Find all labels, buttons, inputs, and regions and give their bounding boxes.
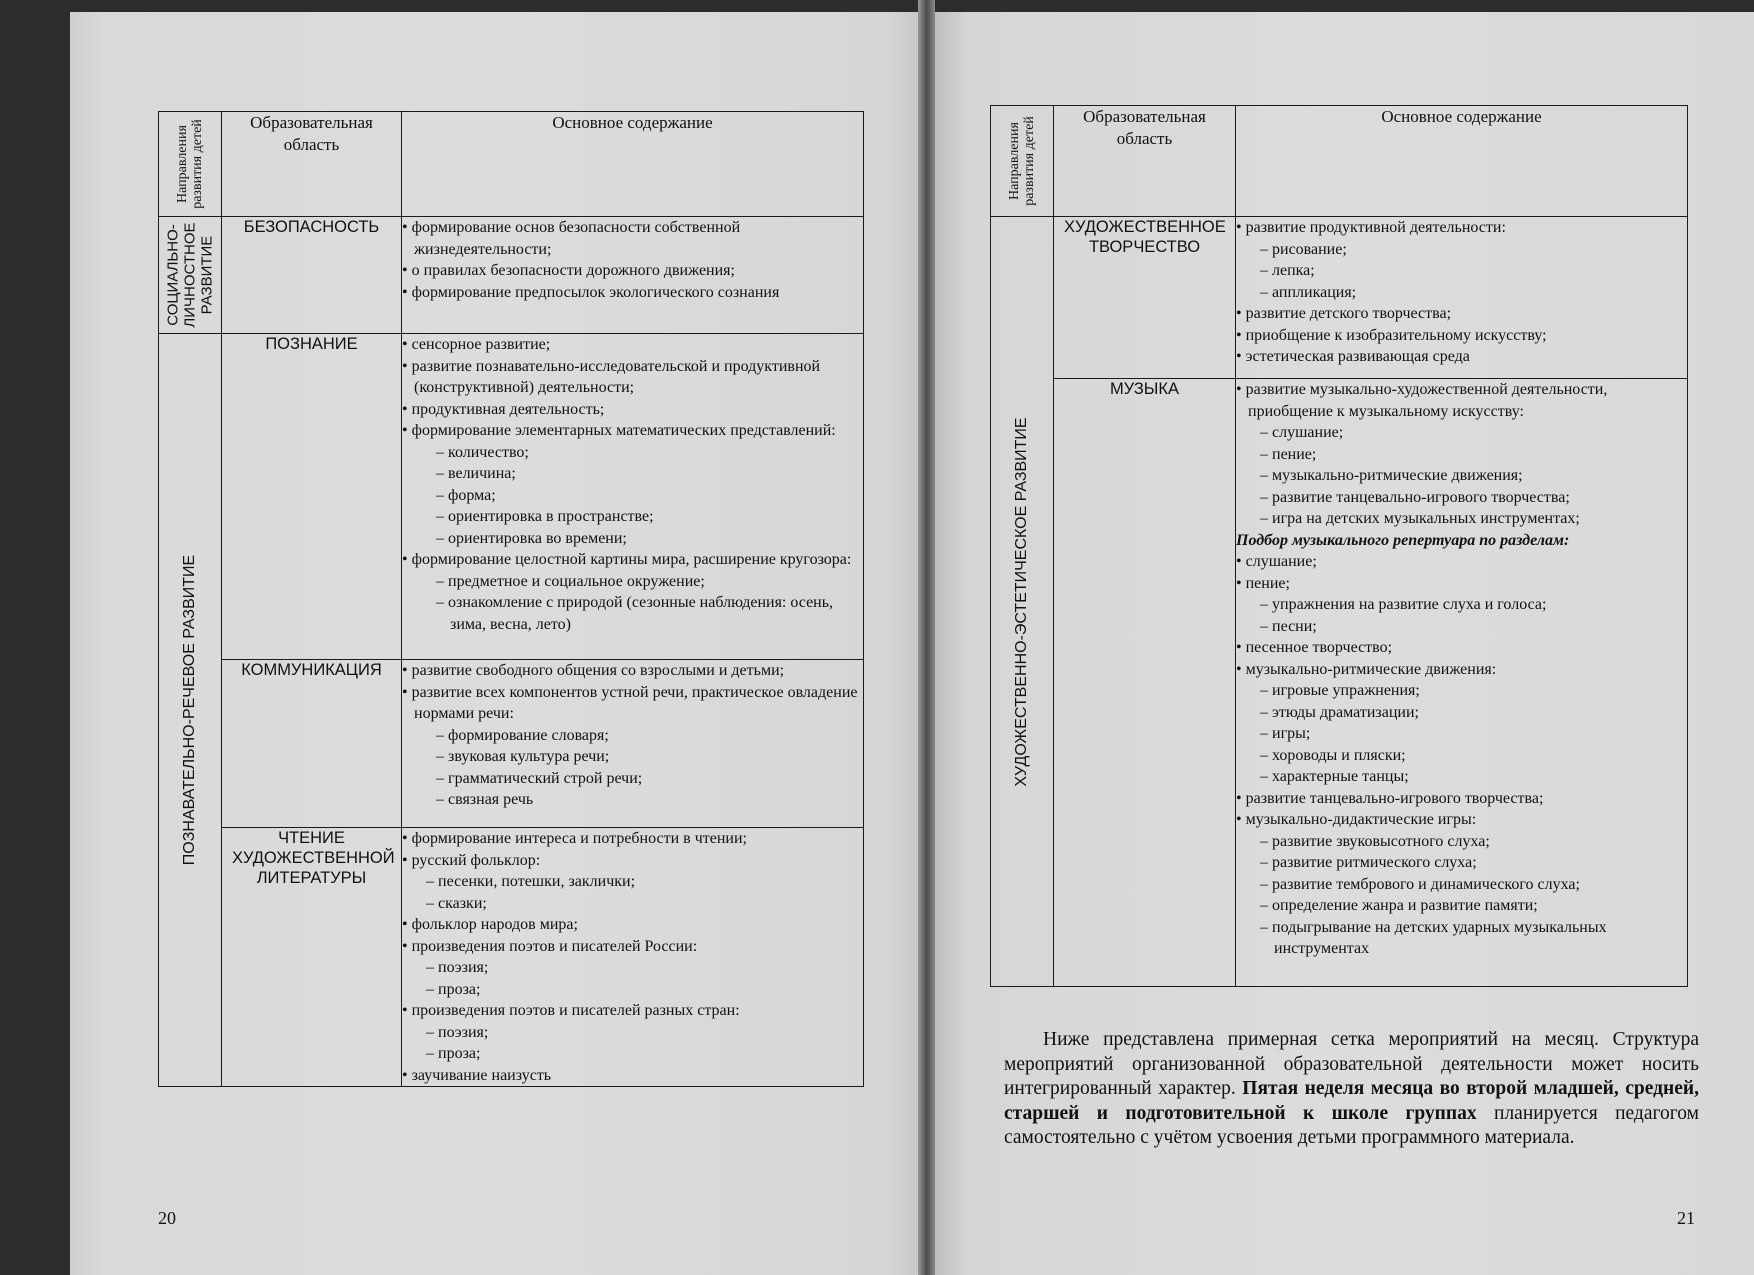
area-cell: ХУДОЖЕСТВЕННОЕ ТВОРЧЕСТВО (1054, 217, 1236, 379)
content-cell (402, 828, 864, 1087)
sub-item: – ориентировка во времени; (402, 528, 863, 550)
list-item: • формирование основ безопасности собственной жизнедеятельности; (402, 217, 863, 260)
repertoire-heading: Подбор музыкального репертуара по разделам: (1236, 531, 1570, 549)
sub-item: – формирование словаря; (402, 725, 863, 747)
header-area: Образовательная область (1054, 106, 1236, 217)
direction-cell (159, 334, 222, 1087)
area-cell: КОММУНИКАЦИЯ (222, 660, 402, 828)
sub-item: – игры; (1236, 723, 1687, 745)
content-cell (402, 217, 864, 334)
book-spine (918, 0, 935, 1275)
sub-item: – форма; (402, 485, 863, 507)
list-item: • формирование элементарных математических представлений: (402, 420, 863, 442)
list-item: • произведения поэтов и писателей разных стран: (402, 1000, 863, 1022)
body-paragraph: Ниже представлена примерная сетка мероприятий на месяц. Структура мероприятий организованной образовательной деятельности может носить интегрированный характер. Пятая неделя месяца во второй младшей, средней, старшей и подготовительной к школе группах планируется педагогом самостоятельно с учётом усвоения детьми программного материала. (1004, 1029, 1699, 1148)
table-header (991, 106, 1688, 217)
list-item: • развитие познавательно-исследовательской и продуктивной (конструктивной) деятельности; (402, 356, 863, 399)
table-row (159, 828, 864, 1087)
sub-item: – характерные танцы; (1236, 766, 1687, 788)
list-item: • сенсорное развитие; (402, 334, 863, 356)
sub-item: – проза; (402, 1043, 863, 1065)
list-item: • развитие танцевально-игрового творчества; (1236, 788, 1687, 810)
table-row (159, 660, 864, 828)
table-row (991, 379, 1688, 987)
sub-item: – музыкально-ритмические движения; (1236, 465, 1687, 487)
sub-item: – лепка; (1236, 260, 1687, 282)
sub-item: – песни; (1236, 616, 1687, 638)
sub-item: – игровые упражнения; (1236, 680, 1687, 702)
table-row (991, 217, 1688, 379)
sub-item: – ознакомление с природой (сезонные наблюдения: осень, зима, весна, лето) (402, 592, 863, 635)
sub-item: – игра на детских музыкальных инструментах; (1236, 508, 1687, 530)
list-item: • русский фольклор: (402, 850, 863, 872)
header-content: Основное содержание (1236, 106, 1688, 217)
sub-item: – величина; (402, 463, 863, 485)
right-page (935, 12, 1754, 1275)
header-directions: Направления развития детей (991, 106, 1054, 217)
header-area: Образовательная область (222, 112, 402, 217)
area-cell: МУЗЫКА (1054, 379, 1236, 987)
sub-item: – поэзия; (402, 957, 863, 979)
area-cell: ПОЗНАНИЕ (222, 334, 402, 660)
sub-item: – ориентировка в пространстве; (402, 506, 863, 528)
list-item: • формирование интереса и потребности в чтении; (402, 828, 863, 850)
sub-item: – грамматический строй речи; (402, 768, 863, 790)
area-cell: ЧТЕНИЕ ХУДОЖЕСТВЕННОЙ ЛИТЕРАТУРЫ (222, 828, 402, 1087)
direction-label: СОЦИАЛЬНО-ЛИЧНОСТНОЕ РАЗВИТИЕ (164, 222, 216, 328)
list-item: • музыкально-дидактические игры: (1236, 809, 1687, 831)
page-number-right: 21 (1677, 1208, 1695, 1228)
sub-item: – поэзия; (402, 1022, 863, 1044)
sub-item: – связная речь (402, 789, 863, 811)
list-item: • произведения поэтов и писателей России: (402, 936, 863, 958)
list-item: • музыкально-ритмические движения: (1236, 659, 1687, 681)
list-item: • формирование предпосылок экологического сознания (402, 282, 863, 304)
direction-label: ХУДОЖЕСТВЕННО-ЭСТЕТИЧЕСКОЕ РАЗВИТИЕ (1013, 416, 1030, 787)
sub-item: – развитие звуковысотного слуха; (1236, 831, 1687, 853)
list-item: • слушание; (1236, 551, 1687, 573)
left-page (70, 12, 918, 1275)
list-item: • развитие всех компонентов устной речи, практическое овладение нормами речи: (402, 682, 863, 725)
sub-item: – развитие тембрового и динамического слуха; (1236, 874, 1687, 896)
list-item: • о правилах безопасности дорожного движения; (402, 260, 863, 282)
sub-item: – проза; (402, 979, 863, 1001)
content-cell (1236, 379, 1688, 987)
sub-item: – хороводы и пляски; (1236, 745, 1687, 767)
sub-item: – количество; (402, 442, 863, 464)
list-item: • развитие продуктивной деятельности: (1236, 217, 1687, 239)
table-header (159, 112, 864, 217)
sub-item: – звуковая культура речи; (402, 746, 863, 768)
direction-label: ПОЗНАВАТЕЛЬНО-РЕЧЕВОЕ РАЗВИТИЕ (181, 554, 198, 866)
list-item: • заучивание наизусть (402, 1065, 863, 1087)
list-item: • развитие музыкально-художественной деятельности, приобщение к музыкальному искусству: (1236, 379, 1687, 422)
header-directions: Направления развития детей (159, 112, 222, 217)
list-item: • пение; (1236, 573, 1687, 595)
page-number-left: 20 (158, 1208, 176, 1228)
table-row (159, 217, 864, 334)
table-row (159, 334, 864, 660)
sub-item: – аппликация; (1236, 282, 1687, 304)
sub-item: – развитие ритмического слуха; (1236, 852, 1687, 874)
content-cell (402, 334, 864, 660)
sub-item: – упражнения на развитие слуха и голоса; (1236, 594, 1687, 616)
list-item: • песенное творчество; (1236, 637, 1687, 659)
header-content: Основное содержание (402, 112, 864, 217)
sub-item: – подыгрывание на детских ударных музыкальных инструментах (1236, 917, 1687, 960)
sub-item: – пение; (1236, 444, 1687, 466)
content-cell (402, 660, 864, 828)
sub-item: – этюды драматизации; (1236, 702, 1687, 724)
direction-cell (159, 217, 222, 334)
list-item: • приобщение к изобразительному искусству; (1236, 325, 1687, 347)
sub-item: – определение жанра и развитие памяти; (1236, 895, 1687, 917)
list-item: • эстетическая развивающая среда (1236, 346, 1687, 368)
list-item: • развитие свободного общения со взрослыми и детьми; (402, 660, 863, 682)
sub-item: – рисование; (1236, 239, 1687, 261)
list-item: • формирование целостной картины мира, расширение кругозора: (402, 549, 863, 571)
area-cell: БЕЗОПАСНОСТЬ (222, 217, 402, 334)
sub-item: – предметное и социальное окружение; (402, 571, 863, 593)
education-table-left (158, 111, 864, 1087)
sub-item: – слушание; (1236, 422, 1687, 444)
list-item: • фольклор народов мира; (402, 914, 863, 936)
sub-item: – песенки, потешки, заклички; (402, 871, 863, 893)
list-item: • продуктивная деятельность; (402, 399, 863, 421)
list-item: • развитие детского творчества; (1236, 303, 1687, 325)
direction-cell (991, 217, 1054, 987)
content-cell (1236, 217, 1688, 379)
sub-item: – сказки; (402, 893, 863, 915)
sub-item: – развитие танцевально-игрового творчества; (1236, 487, 1687, 509)
education-table-right (990, 105, 1688, 987)
